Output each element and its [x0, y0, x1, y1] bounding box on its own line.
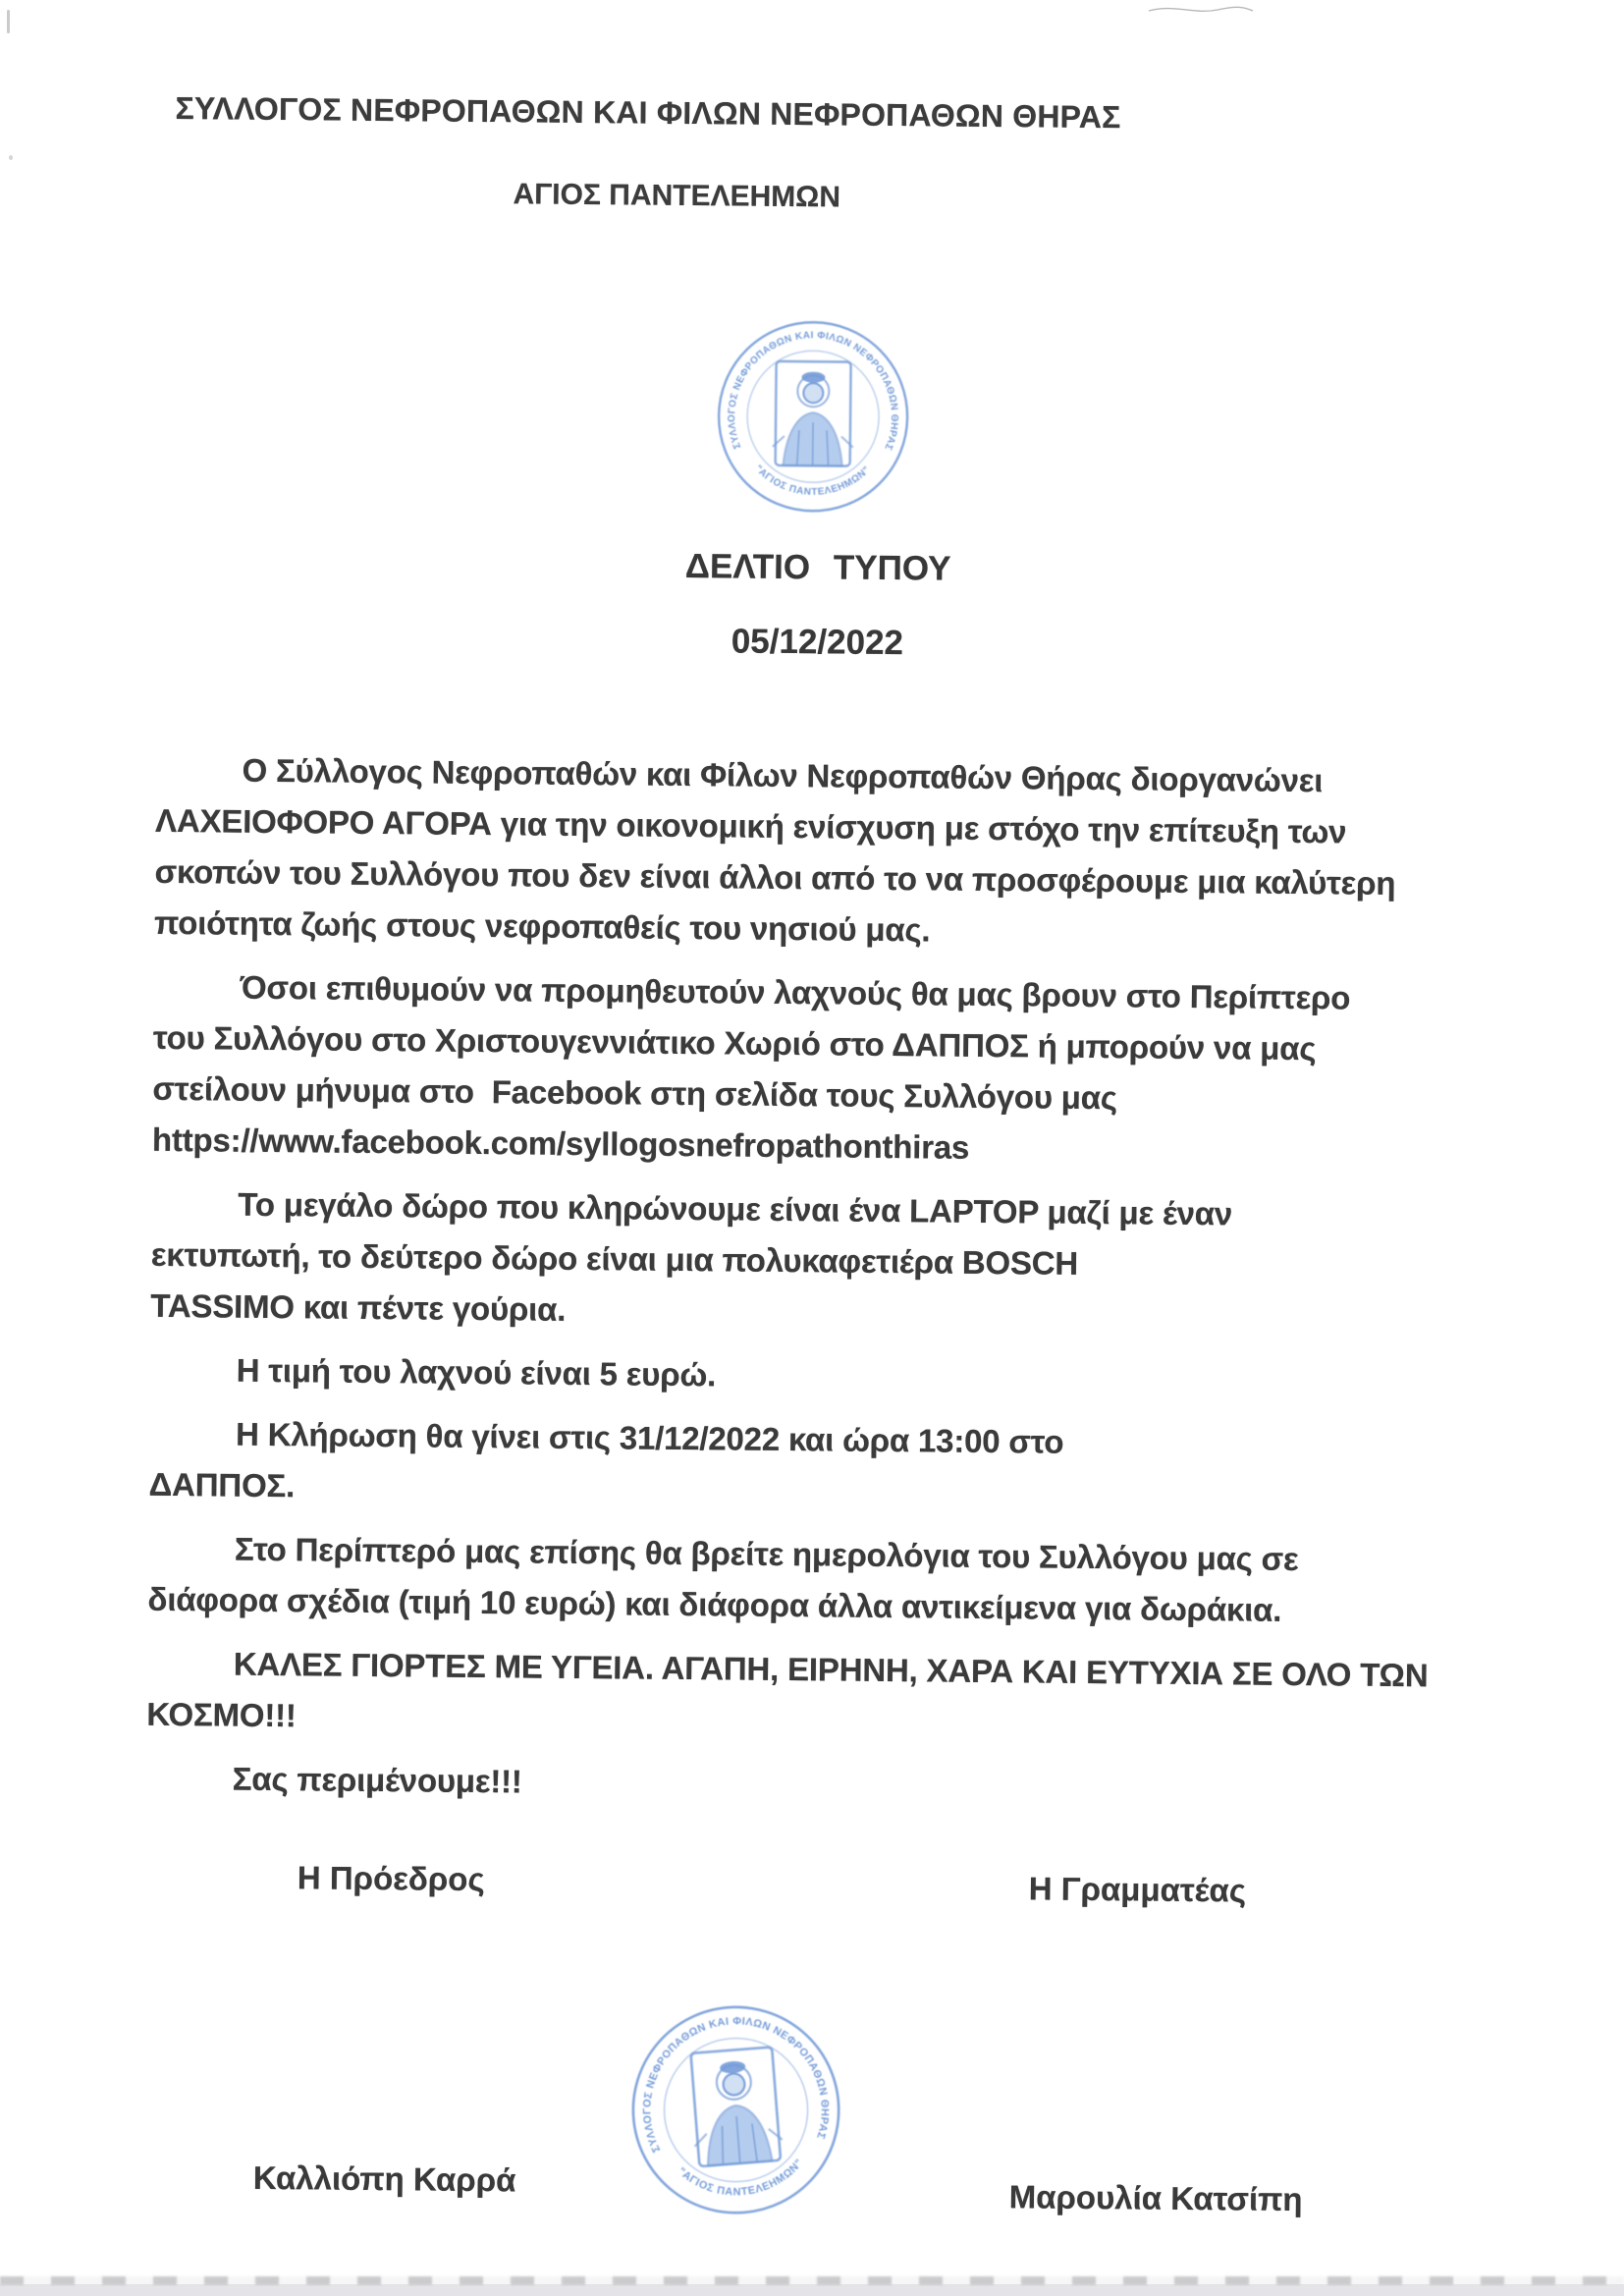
text-line: εκτυπωτή, το δεύτερο δώρο είναι μια πολυκαφετιέρα BOSCH	[150, 1235, 1079, 1282]
paragraph	[146, 1638, 1492, 1753]
scan-artifact-bottom-edge	[0, 2284, 1624, 2296]
seal-ring-text: ΣΥΛΛΟΓΟΣ ΝΕΦΡΟΠΑΘΩΝ ΚΑΙ ΦΙΛΩΝ ΝΕΦΡΟΠΑΘΩΝ ΘΗΡΑΣ	[641, 2015, 831, 2155]
saint-figure-icon	[773, 361, 854, 466]
text-line: στείλουν μήνυμα στο Facebook στη σελίδα τους Συλλόγου μας	[152, 1069, 1118, 1117]
document-title: ΔΕΛΤΙΟ ΤΥΠΟΥ	[684, 546, 951, 588]
text-line: TASSIMO και πέντε γούρια.	[150, 1286, 567, 1328]
saint-figure-icon	[687, 2047, 784, 2166]
paragraph	[152, 961, 1499, 1178]
text-line: https://www.facebook.com/syllogosnefropathonthiras	[151, 1121, 970, 1166]
paragraph	[148, 1408, 1494, 1523]
paragraph	[154, 744, 1501, 961]
text-line: σκοπών του Συλλόγου που δεν είναι άλλοι από το να προσφέρουμε μια καλύτερη	[154, 852, 1396, 902]
text-line: Ο Σύλλογος Νεφροπαθών και Φίλων Νεφροπαθών Θήρας διοργανώνει	[242, 751, 1324, 799]
scan-artifact-hairline	[1147, 2, 1255, 20]
text-line: ΔΑΠΠΟΣ.	[148, 1465, 296, 1504]
text-line: ΛΑΧΕΙΟΦΟΡΟ ΑΓΟΡΑ για την οικονομική ενίσχυση με στόχο την επίτευξη των	[154, 801, 1347, 850]
signature-role-president: Η Πρόεδρος	[297, 1859, 485, 1898]
paragraph	[147, 1523, 1493, 1638]
signature-name-president: Καλλιόπη Καρρά	[252, 2159, 516, 2199]
organization-subname: ΑΓΙΟΣ ΠΑΝΤΕΛΕΗΜΩΝ	[513, 178, 841, 214]
text-line: Όσοι επιθυμούν να προμηθευτούν λαχνούς θα μας βρουν στο Περίπτερο	[240, 968, 1351, 1016]
text-line: Η τιμή του λαχνού είναι 5 ευρώ.	[236, 1351, 717, 1394]
organization-name: ΣΥΛΛΟΓΟΣ ΝΕΦΡΟΠΑΘΩΝ ΚΑΙ ΦΙΛΩΝ ΝΕΦΡΟΠΑΘΩΝ ΘΗΡΑΣ	[175, 89, 1121, 136]
text-line: ΚΟΣΜΟ!!!	[146, 1695, 297, 1734]
text-line: Το μεγάλο δώρο που κληρώνουμε είναι ένα LAPTOP μαζί με έναν	[238, 1185, 1233, 1232]
body-paragraphs	[145, 744, 1500, 1830]
text-line: Σας περιμένουμε!!!	[232, 1760, 522, 1800]
document-date: 05/12/2022	[731, 622, 904, 663]
seal-bottom-text: "ΑΓΙΟΣ ΠΑΝΤΕΛΕΗΜΩΝ"	[752, 463, 873, 498]
scan-artifact-mark	[7, 10, 10, 33]
paragraph	[150, 1178, 1496, 1344]
text-line: του Συλλόγου στο Χριστουγεννιάτικο Χωριό στο ΔΑΠΠΟΣ ή μπορούν να μας	[152, 1018, 1317, 1067]
svg-text:"ΑΓΙΟΣ ΠΑΝΤΕΛΕΗΜΩΝ"	[752, 464, 873, 499]
text-line: ποιότητα ζωής στους νεφροπαθείς του νησιού μας.	[153, 903, 931, 949]
text-line: διάφορα σχέδια (τιμή 10 ευρώ) και διάφορα άλλα αντικείμενα για δωράκια.	[147, 1580, 1282, 1628]
seal-bottom-text: "ΑΓΙΟΣ ΠΑΝΤΕΛΕΗΜΩΝ"	[675, 2157, 806, 2199]
paragraph	[146, 1753, 1491, 1817]
paragraph	[150, 1344, 1495, 1408]
text-line: Η Κλήρωση θα γίνει στις 31/12/2022 και ώρα 13:00 στο	[235, 1415, 1064, 1460]
text-line: ΚΑΛΕΣ ΓΙΟΡΤΕΣ ΜΕ ΥΓΕΙΑ. ΑΓΑΠΗ, ΕΙΡΗΝΗ, ΧΑΡΑ ΚΑΙ ΕΥΤΥΧΙΑ ΣΕ ΟΛΟ ΤΩΝ	[233, 1645, 1429, 1694]
text-line: Στο Περίπτερό μας επίσης θα βρείτε ημερολόγια του Συλλόγου μας σε	[234, 1530, 1299, 1578]
signature-role-secretary: Η Γραμματέας	[1028, 1870, 1247, 1909]
association-seal-stamp-icon	[621, 1995, 850, 2224]
scan-artifact-mark	[9, 155, 13, 160]
seal-ring-text: ΣΥΛΛΟΓΟΣ ΝΕΦΡΟΠΑΘΩΝ ΚΑΙ ΦΙΛΩΝ ΝΕΦΡΟΠΑΘΩΝ ΘΗΡΑΣ	[727, 330, 900, 453]
association-seal-stamp-icon	[714, 317, 912, 516]
signature-name-secretary: Μαρουλία Κατσίπη	[1008, 2178, 1303, 2218]
